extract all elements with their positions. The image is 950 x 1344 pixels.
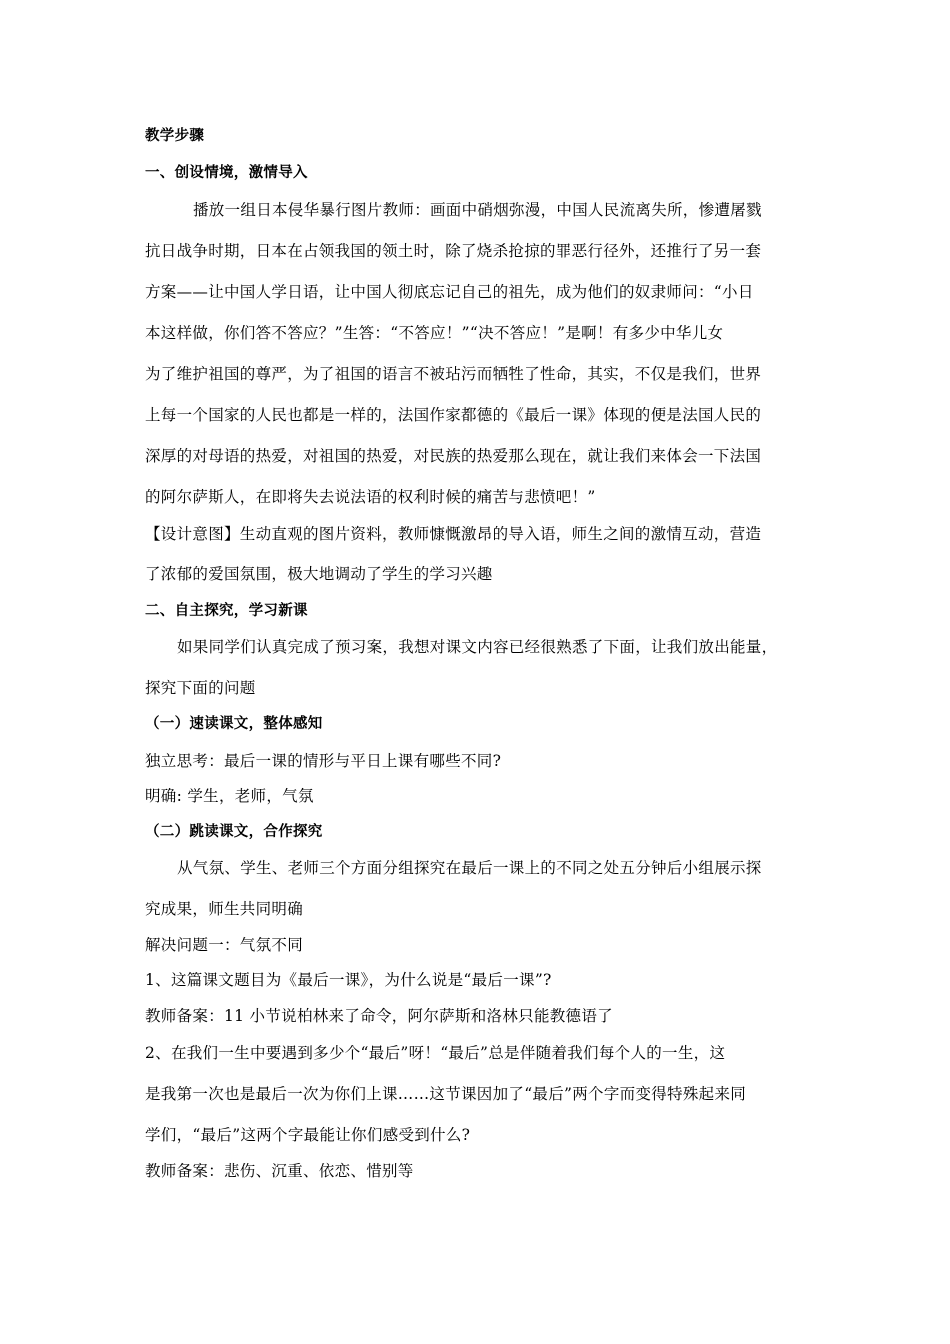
section1-paragraph-line: 播放一组日本侵华暴行图片教师：画面中硝烟弥漫，中国人民流离失所，惨遭屠戮 (193, 201, 762, 219)
design-intent-line: 了浓郁的爱国氛围，极大地调动了学生的学习兴趣 (145, 565, 493, 583)
section1-paragraph-line: 深厚的对母语的热爱，对祖国的热爱，对民族的热爱那么现在，就让我们来体会一下法国 (145, 447, 762, 465)
design-intent-line: 【设计意图】生动直观的图片资料，教师慷慨激昂的导入语，师生之间的激情互动，营造 (145, 525, 762, 543)
section1-paragraph-line: 抗日战争时期，日本在占领我国的领土时，除了烧杀抢掠的罪恶行径外，还推行了另一套 (145, 242, 762, 260)
subsection2-heading: （二）跳读课文，合作探究 (145, 824, 323, 840)
subsection1-answer: 明确: 学生，老师，气氛 (145, 787, 314, 805)
page-title: 教学步骤 (145, 128, 205, 144)
answer-2: 教师备案：悲伤、沉重、依恋、惜别等 (145, 1162, 414, 1180)
section1-paragraph-line: 的阿尔萨斯人，在即将失去说法语的权利时候的痛苦与悲愤吧！” (145, 488, 596, 506)
question-2-line: 2、在我们一生中要遇到多少个“最后”呀！“最后”总是伴随着我们每个人的一生，这 (145, 1044, 726, 1062)
section2-intro-line: 如果同学们认真完成了预习案，我想对课文内容已经很熟悉了下面，让我们放出能量， (177, 638, 778, 656)
question-2-line: 是我第一次也是最后一次为你们上课……这节课因加了“最后”两个字而变得特殊起来同 (145, 1085, 747, 1103)
section1-paragraph-line: 为了维护祖国的尊严，为了祖国的语言不被玷污而牺牲了性命，其实，不仅是我们，世界 (145, 365, 762, 383)
section1-paragraph-line: 方案——让中国人学日语，让中国人彻底忘记自己的祖先，成为他们的奴隶师问：“小日 (145, 283, 754, 301)
problem1-label: 解决问题一：气氛不同 (145, 936, 304, 954)
section1-paragraph-line: 本这样做，你们答不答应？”生答：“不答应！”“决不答应！”是啊！有多少中华儿女 (145, 324, 724, 342)
section2-heading: 二、自主探究，学习新课 (145, 603, 308, 619)
subsection1-heading: （一）速读课文，整体感知 (145, 716, 323, 732)
question-1: 1、这篇课文题目为《最后一课》，为什么说是“最后一课”? (145, 971, 552, 989)
section1-paragraph-line: 上每一个国家的人民也都是一样的，法国作家都德的《最后一课》体现的便是法国人民的 (145, 406, 762, 424)
subsection2-intro-line: 究成果，师生共同明确 (145, 900, 304, 918)
subsection2-intro-line: 从气氛、学生、老师三个方面分组探究在最后一课上的不同之处五分钟后小组展示探 (177, 859, 762, 877)
question-2-line: 学们，“最后”这两个字最能让你们感受到什么? (145, 1126, 471, 1144)
section1-heading: 一、创设情境，激情导入 (145, 165, 308, 181)
answer-1: 教师备案：11 小节说柏林来了命令，阿尔萨斯和洛林只能教德语了 (145, 1007, 613, 1025)
subsection1-question: 独立思考：最后一课的情形与平日上课有哪些不同? (145, 752, 502, 770)
section2-intro-line: 探究下面的问题 (145, 679, 256, 697)
